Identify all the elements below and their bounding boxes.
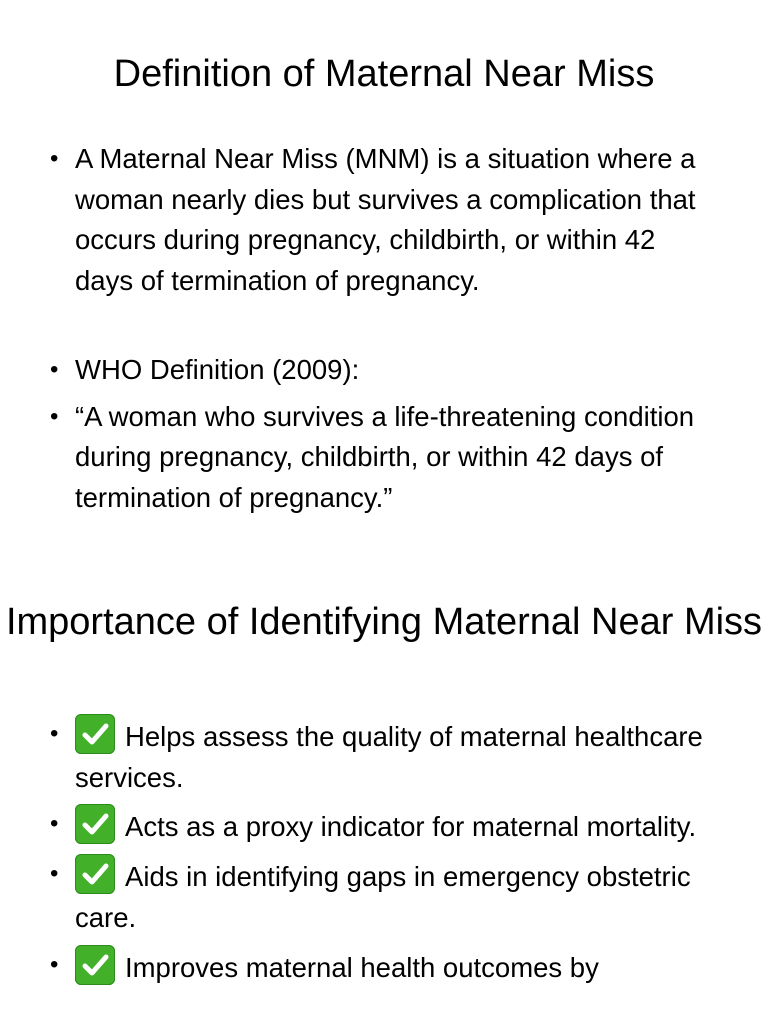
list-item [0,804,768,848]
bullet-dot: • [50,860,59,888]
bullet-text: Aids in identifying gaps in emergency obstetric care. [75,861,691,933]
definition-bullet-list [0,139,768,519]
bullet-dot: • [50,810,59,838]
list-item [0,139,768,302]
list-item [0,714,768,798]
bullet-text: Improves maternal health outcomes by [125,951,599,983]
list-item [0,350,768,391]
bullet-text: “A woman who survives a life-threatening condition during pregnancy, childbirth, or within 42 days of termination of pregnancy.” [75,400,695,513]
list-item [0,854,768,938]
bullet-dot: • [50,950,59,978]
bullet-text: Acts as a proxy indicator for maternal mortality. [125,811,697,843]
check-mark-button-icon [75,945,115,985]
section-title-definition: Definition of Maternal Near Miss [113,53,655,95]
check-mark-button-icon [75,714,115,754]
bullet-dot: • [50,720,59,747]
bullet-dot: • [50,145,59,172]
bullet-text: A Maternal Near Miss (MNM) is a situation where a woman nearly dies but survives a complication that occurs during pregnancy, childbirth, or within 42 days of termination of pregnancy. [75,143,696,297]
bullet-text: Helps assess the quality of maternal healthcare services. [75,721,703,793]
list-item [0,945,768,989]
section-title-importance: Importance of Identifying Maternal Near Miss [5,601,763,643]
check-mark-button-icon [75,854,115,894]
importance-bullet-list [0,714,768,994]
bullet-dot: • [50,355,59,383]
bullet-text: WHO Definition (2009): [75,353,360,385]
list-item [0,397,768,519]
bullet-dot: • [50,402,59,430]
check-mark-button-icon [75,804,115,844]
